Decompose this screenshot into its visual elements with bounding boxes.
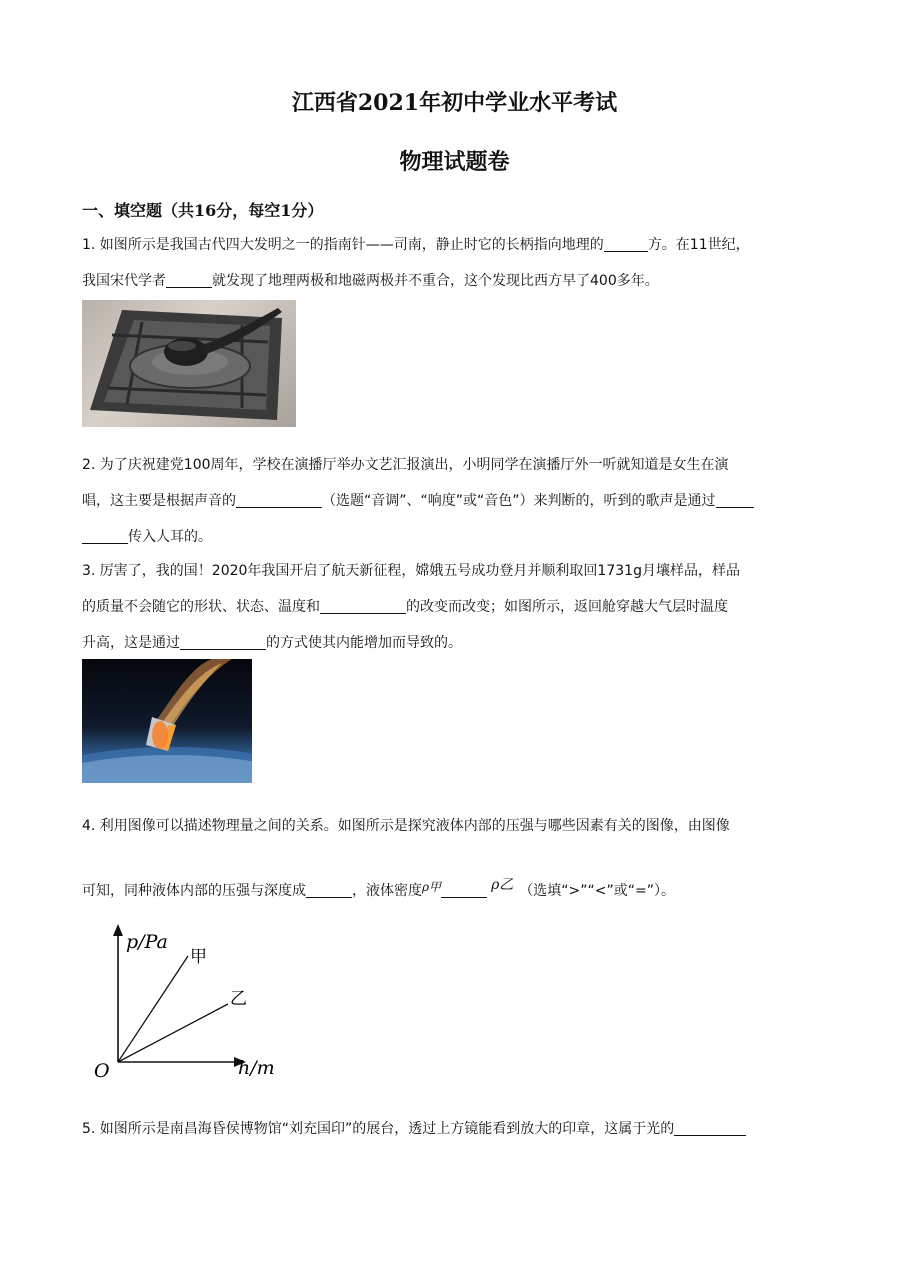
q4-line2	[82, 874, 675, 900]
exam-title: 江西省2021年初中学业水平考试	[291, 90, 618, 116]
q3-text-c: 升高，这是通过	[82, 635, 180, 651]
q4-text-a: 可知，同种液体内部的压强与深度成	[82, 883, 306, 899]
line-jia	[118, 956, 188, 1062]
q4-line1: 4. 利用图像可以描述物理量之间的关系。如图所示是探究液体内部的压强与哪些因素有关的图像，由图像	[82, 818, 730, 834]
q3-text-d: 的方式使其内能增加而导致的。	[266, 635, 462, 651]
answer-blank	[180, 633, 266, 650]
q2-text-b: （选题“音调”、“响度”或“音色”）来判断的，听到的歌声是通过	[322, 493, 716, 509]
y-axis-label: p/Pa	[126, 931, 168, 953]
q1-line1	[82, 234, 750, 254]
q1-text-a: 1. 如图所示是我国古代四大发明之一的指南针——司南，静止时它的长柄指向地理的	[82, 237, 604, 253]
line-yi	[118, 1004, 228, 1062]
answer-blank	[166, 271, 212, 288]
answer-blank	[306, 881, 352, 898]
answer-blank	[320, 597, 406, 614]
q2-text-a: 唱，这主要是根据声音的	[82, 493, 236, 509]
q1-text-b: 方。在11世纪，	[647, 237, 750, 253]
answer-blank	[236, 491, 322, 508]
line-jia-label: 甲	[190, 947, 207, 967]
section-heading: 一、填空题（共16分，每空1分）	[82, 201, 324, 220]
answer-blank	[674, 1119, 746, 1136]
x-axis-label: h/m	[238, 1057, 275, 1079]
q3-line3	[82, 632, 462, 652]
answer-blank	[441, 881, 487, 898]
q1-line2	[82, 270, 659, 290]
q2-text-c: 传入人耳的。	[128, 529, 212, 545]
q2-line3	[82, 526, 212, 546]
q2-line1: 2. 为了庆祝建党100周年，学校在演播厅举办文艺汇报演出，小明同学在演播厅外一听就知道是女生在演	[82, 457, 729, 473]
y-axis-arrow	[113, 924, 123, 936]
q1-text-d: 就发现了地理两极和地磁两极并不重合，这个发现比西方早了400多年。	[212, 273, 659, 289]
pressure-depth-graph	[88, 920, 288, 1080]
reentry-capsule-image	[82, 659, 252, 783]
q1-text-c: 我国宋代学者	[82, 273, 166, 289]
rho-yi-symbol: ρ乙	[491, 877, 514, 893]
line-yi-label: 乙	[230, 989, 247, 1009]
answer-blank	[82, 527, 128, 544]
rho-jia-symbol: ρ甲	[422, 880, 442, 894]
q2-line2	[82, 490, 754, 510]
exam-subtitle: 物理试题卷	[399, 149, 510, 175]
answer-blank	[604, 235, 648, 252]
q4-text-c: （选填“>”“<”或“=”）。	[519, 883, 676, 899]
q5-line1	[82, 1118, 746, 1138]
q4-text-b: ，液体密度	[352, 883, 422, 899]
q5-text-a: 5. 如图所示是南昌海昏侯博物馆“刘充国印”的展台，透过上方镜能看到放大的印章，这属于光的	[82, 1121, 675, 1137]
q3-line1: 3. 厉害了，我的国！2020年我国开启了航天新征程，嫦娥五号成功登月并顺利取回1731g月壤样品，样品	[82, 563, 740, 579]
sinan-compass-image	[82, 300, 296, 427]
q3-text-b: 的改变而改变；如图所示，返回舱穿越大气层时温度	[406, 599, 728, 615]
q3-text-a: 的质量不会随它的形状、状态、温度和	[82, 599, 320, 615]
origin-label: O	[94, 1060, 110, 1080]
q3-line2	[82, 596, 728, 616]
answer-blank	[716, 491, 754, 508]
